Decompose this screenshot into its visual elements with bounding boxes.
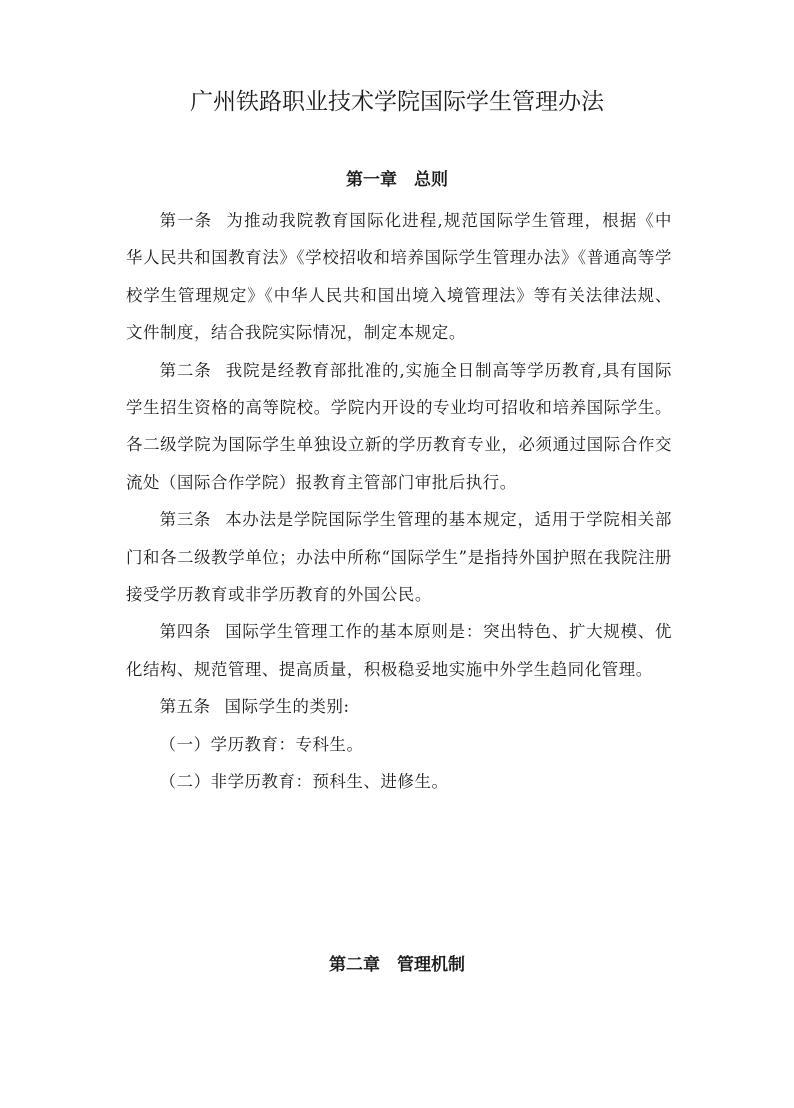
document-title: 广州铁路职业技术学院国际学生管理办法 xyxy=(190,89,604,115)
article-text: 国际学生的类别: xyxy=(224,697,350,717)
article-number: 第三条 xyxy=(159,510,212,530)
article-number: 第五条 xyxy=(159,697,211,717)
article-number: 第二条 xyxy=(159,360,212,380)
article-text: 本办法是学院国际学生管理的基本规定，适用于学院相关部门和各二级教学单位；办法中所称“国际学生”是指持外国护照在我院注册接受学历教育或非学历教育的外国公民。 xyxy=(126,510,672,605)
article-number: 第四条 xyxy=(159,622,212,642)
article-text: 为推动我院教育国际化进程,规范国际学生管理，根据《中华人民共和国教育法》《学校招收和培养国际学生管理办法》《普通高等学校学生管理规定》《中华人民共和国出境入境管理法》等有关法律法规、文件制度，结合我院实际情况，制定本规定。 xyxy=(126,211,672,343)
article-text: 我院是经教育部批准的,实施全日制高等学历教育,具有国际学生招生资格的高等院校。学院内开设的专业均可招收和培养国际学生。各二级学院为国际学生单独设立新的学历教育专业，必须通过国际合作交流处（国际合作学院）报教育主管部门审批后执行。 xyxy=(126,360,672,492)
article-text: 国际学生管理工作的基本原则是：突出特色、扩大规模、优化结构、规范管理、提高质量，积极稳妥地实施中外学生趋同化管理。 xyxy=(126,622,672,679)
list-item: （二）非学历教育：预科生、进修生。 xyxy=(159,772,449,792)
chapter-heading: 第二章 管理机制 xyxy=(329,955,465,975)
article-3 xyxy=(126,501,672,613)
article-5 xyxy=(126,688,672,725)
list-item: （一）学历教育：专科生。 xyxy=(159,734,364,754)
article-4 xyxy=(126,613,672,688)
chapter-heading: 第一章 总则 xyxy=(346,170,448,190)
chapter-body xyxy=(126,202,672,801)
article-number: 第一条 xyxy=(159,211,213,230)
article-2 xyxy=(126,352,672,502)
article-1 xyxy=(126,202,672,352)
